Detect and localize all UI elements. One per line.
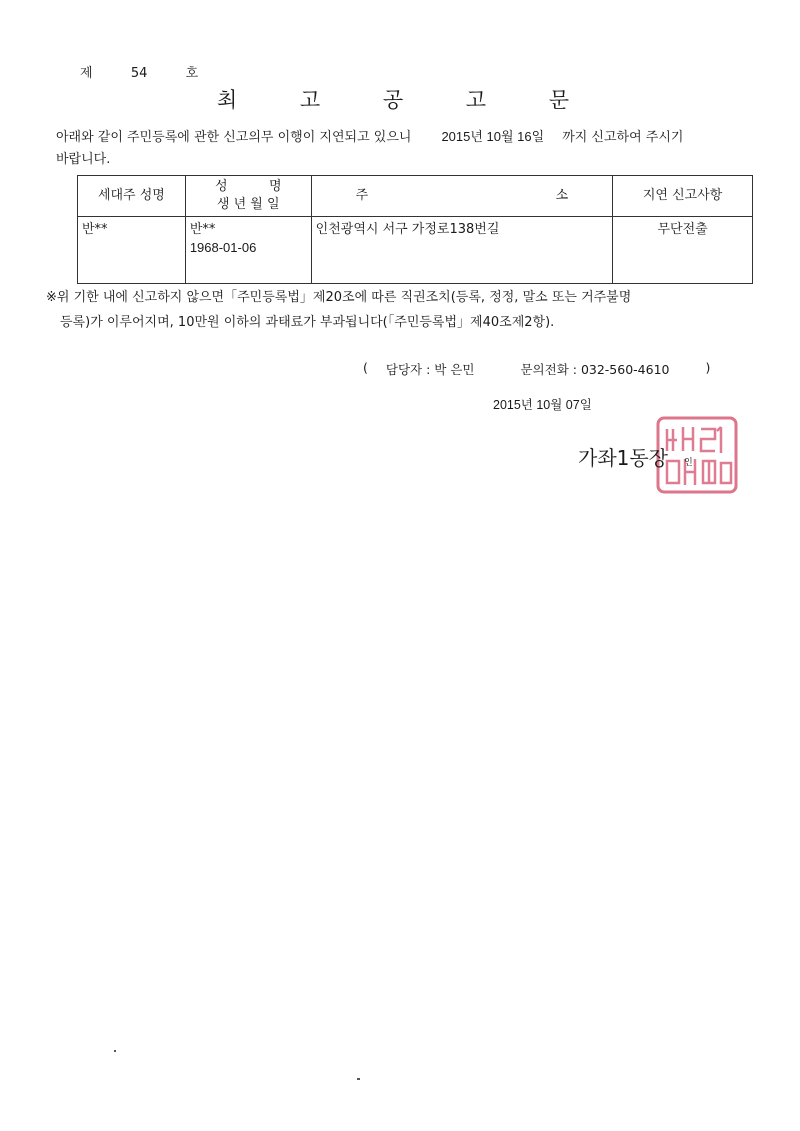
- header-address-right: 소: [555, 188, 569, 203]
- header-birth: 생 년 월 일: [216, 197, 280, 212]
- table-row: [78, 217, 753, 284]
- contact-phone: 문의전화 : 032-560-4610: [520, 362, 670, 377]
- contact-close-paren: ): [705, 360, 711, 375]
- header-householder: 세대주 성명: [78, 176, 186, 217]
- seal-mark: 인: [684, 458, 693, 468]
- contact-info: [363, 360, 753, 378]
- cell-householder: 반**: [78, 217, 186, 284]
- contact-open-paren: (: [363, 360, 368, 375]
- notice-line1: ※위 기한 내에 신고하지 않으면「주민등록법」제20조에 따른 직권조치(등록, 정정, 말소 또는 거주불명: [46, 290, 632, 305]
- cell-delayed: 무단전출: [613, 217, 753, 284]
- header-delayed: 지연 신고사항: [613, 176, 753, 217]
- intro-paragraph: [56, 126, 756, 171]
- delinquency-table: [77, 175, 753, 284]
- intro-deadline: 2015년 10월 16일: [441, 129, 545, 144]
- doc-number-suffix: 호: [185, 66, 199, 81]
- doc-number-value: 54: [130, 66, 148, 81]
- cell-name: 반**: [189, 222, 216, 237]
- notice-line2: 등록)가 이루어지며, 10만원 이하의 과태료가 부과됩니다(「주민등록법」제40조제2항).: [60, 315, 555, 330]
- header-name-right: 명: [268, 179, 282, 194]
- legal-notice: [46, 285, 766, 335]
- cell-birth: 1968-01-06: [189, 240, 257, 255]
- scan-speck: [357, 1078, 360, 1080]
- cell-name-birth: [185, 217, 311, 284]
- signer-title: 가좌1동장: [578, 446, 669, 470]
- contact-person: 담당자 : 박 은민: [385, 362, 475, 377]
- header-address: [311, 176, 613, 217]
- doc-number-prefix: 제: [80, 66, 93, 81]
- scan-speck: [114, 1050, 116, 1052]
- header-name-birth: [185, 176, 311, 217]
- intro-line2: 바랍니다.: [56, 152, 111, 167]
- cell-address: 인천광역시 서구 가정로138번길: [311, 217, 613, 284]
- document-number: [80, 62, 198, 81]
- issue-date: 2015년 10월 07일: [493, 398, 592, 412]
- header-address-left: 주: [355, 188, 369, 203]
- document-title: 최 고 공 고 문: [216, 88, 598, 112]
- intro-text-before: 아래와 같이 주민등록에 관한 신고의무 이행이 지연되고 있으니: [56, 130, 412, 145]
- table-header-row: [78, 176, 753, 217]
- intro-text-after: 까지 신고하여 주시기: [562, 130, 684, 145]
- header-name-left: 성: [214, 179, 228, 194]
